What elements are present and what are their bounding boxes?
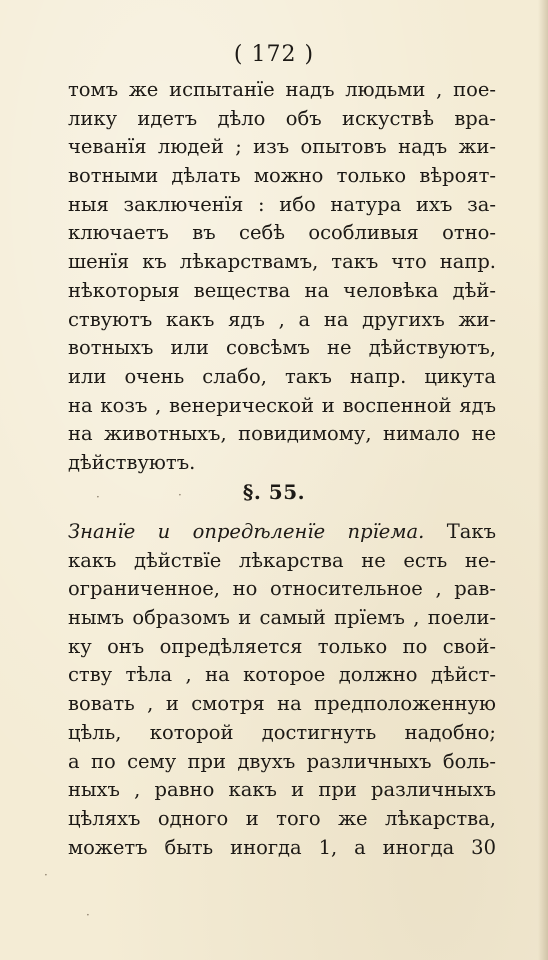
text-line: ныхъ , равно какъ и при различныхъ [68, 778, 496, 802]
text-line: лику идетъ дѣло объ искуствѣ вра- [68, 106, 496, 130]
subheading-italic: Знанїе и опредѣленїе прїема. [68, 520, 425, 543]
text-line: какъ дѣйствїе лѣкарства не есть не- [68, 548, 496, 572]
text-line: а по сему при двухъ различныхъ боль- [68, 749, 496, 773]
text-line: или очень слабо, такъ напр. цикута [68, 364, 496, 388]
paragraph-2 [68, 518, 496, 862]
text-line: ныя заключенїя : ибо натура ихъ за- [68, 192, 496, 216]
text-line: на козъ , венерической и воспенной ядъ [68, 393, 496, 417]
lead-rest: Такъ [424, 520, 496, 543]
text-line: на животныхъ, повидимому, нимало не [68, 422, 496, 446]
text-line: цѣляхъ одного и того же лѣкарства, [68, 806, 496, 830]
text-line: ствуютъ какъ ядъ , а на другихъ жи- [68, 307, 496, 331]
text-line: томъ же испытанїе надъ людьми , пое- [68, 78, 496, 101]
text-line: можетъ быть иногда 1, а иногда 30 [68, 835, 496, 859]
print-speck: · [44, 868, 48, 882]
text-line: нымъ образомъ и самый прїемъ , поели- [68, 606, 496, 630]
text-line: нѣкоторыя вещества на человѣка дѣй- [68, 278, 496, 302]
text-line: ограниченное, но относительное , рав- [68, 577, 496, 601]
print-speck: · [86, 908, 90, 922]
page-number: ( 172 ) [233, 42, 315, 67]
text-line: ку онъ опредѣляется только по свой- [68, 634, 496, 658]
text-line: ключаетъ въ себѣ особливыя отно- [68, 221, 496, 245]
text-line: чеванїя людей ; изъ опытовъ надъ жи- [68, 135, 496, 159]
text-line-lead [68, 518, 496, 547]
text-line: вотныхъ или совсѣмъ не дѣйствуютъ, [68, 336, 496, 360]
section-heading: §. 55. [242, 480, 306, 504]
text-line: дѣйствуютъ. [68, 450, 196, 474]
text-line: цѣль, которой достигнуть надобно; [68, 720, 496, 744]
text-line: вовать , и смотря на предположенную [68, 692, 496, 716]
print-speck: · [96, 490, 100, 504]
text-line: вотными дѣлать можно только вѣроят- [68, 164, 496, 188]
text-line: ству тѣла , на которое должно дѣйст- [68, 663, 496, 687]
print-speck: · [178, 488, 182, 502]
paragraph-1 [68, 76, 496, 478]
text-line: шенїя къ лѣкарствамъ, такъ что напр. [68, 250, 496, 274]
